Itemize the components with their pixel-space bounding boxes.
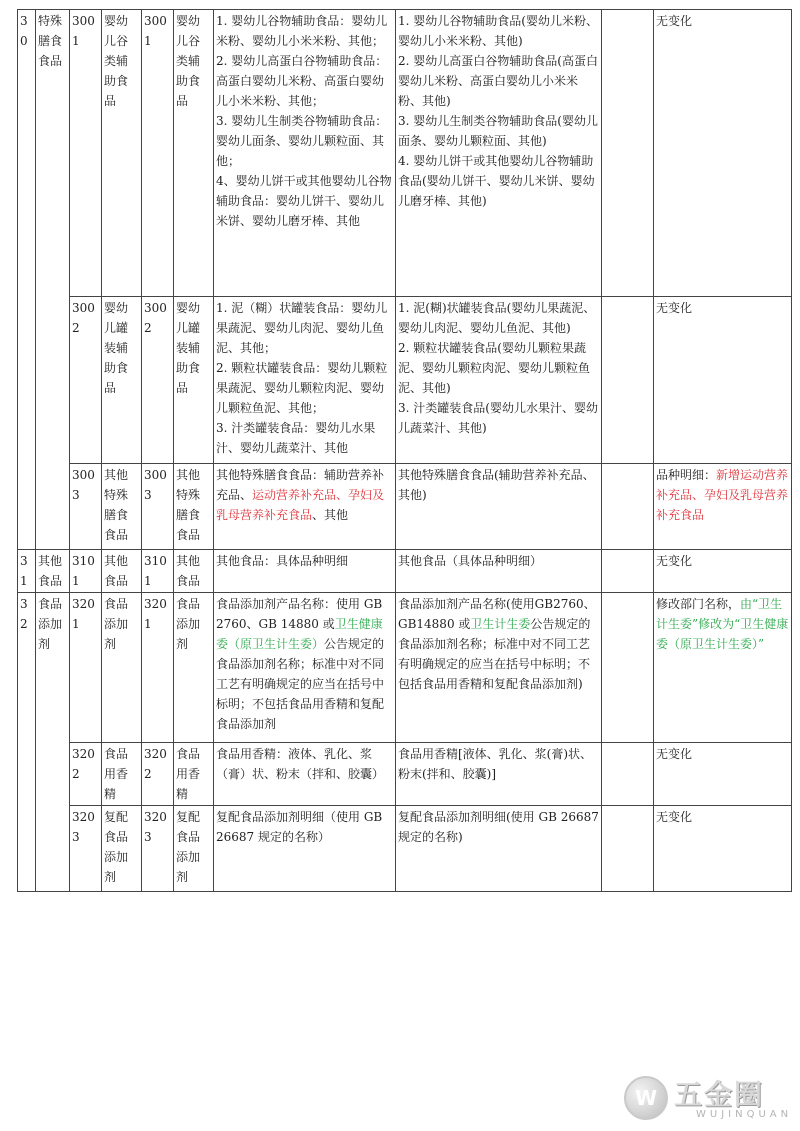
subcategory-code-new: 3202 xyxy=(142,743,174,806)
table-row xyxy=(18,10,792,297)
watermark-subtitle: WUJINQUAN xyxy=(696,1109,793,1120)
watermark-logo-icon xyxy=(624,1076,668,1120)
subcategory-name-new: 其他特殊膳食食品 xyxy=(174,464,214,550)
subcategory-code-new: 3002 xyxy=(142,297,174,464)
subcategory-code: 3101 xyxy=(70,550,102,593)
new-detail-line: 3. 婴幼儿生制类谷物辅助食品(婴幼儿面条、婴幼儿颗粒面、其他) xyxy=(398,114,598,148)
change-note-prefix: 品种明细： xyxy=(656,468,717,482)
old-detail-suffix: 公告规定的食品添加剂名称；标准中对不同工艺有明确规定的应当在括号中标明；不包括食品用香精和复配食品添加剂 xyxy=(216,637,385,731)
new-detail: 复配食品添加剂明细(使用 GB 26687 规定的名称) xyxy=(396,806,602,892)
site-watermark xyxy=(624,1073,792,1123)
subcategory-code-new: 3203 xyxy=(142,806,174,892)
table-row xyxy=(18,743,792,806)
category-name: 食品添加剂 xyxy=(36,593,70,892)
new-detail: 其他食品（具体品种明细） xyxy=(396,550,602,593)
table-row xyxy=(18,593,792,743)
new-detail: 其他特殊膳食食品(辅助营养补充品、其他) xyxy=(396,464,602,550)
change-note-highlight: 新增运动营养补充品、孕妇及乳母营养补充食品 xyxy=(656,468,789,522)
old-detail-line: 1. 泥（糊）状罐装食品：婴幼儿果蔬泥、婴幼儿肉泥、婴幼儿鱼泥、其他； xyxy=(216,301,388,355)
new-detail xyxy=(396,297,602,464)
old-detail: 复配食品添加剂明细（使用 GB 26687 规定的名称） xyxy=(214,806,396,892)
old-detail-line: 4、婴幼儿饼干或其他婴幼儿谷物辅助食品：婴幼儿饼干、婴幼儿米饼、婴幼儿磨牙棒、其他 xyxy=(216,174,392,228)
old-detail-line: 2. 婴幼儿高蛋白谷物辅助食品：高蛋白婴幼儿米粉、高蛋白婴幼儿小米米粉、其他； xyxy=(216,54,388,108)
new-detail-line: 1. 婴幼儿谷物辅助食品(婴幼儿米粉、婴幼儿小米米粉、其他) xyxy=(398,14,598,48)
watermark-name: 五金圈 xyxy=(674,1078,765,1111)
empty-cell xyxy=(602,297,654,464)
subcategory-name-new: 食品添加剂 xyxy=(174,593,214,743)
subcategory-name: 婴幼儿谷类辅助食品 xyxy=(102,10,142,297)
subcategory-name: 食品用香精 xyxy=(102,743,142,806)
change-note: 无变化 xyxy=(654,297,792,464)
category-no: 31 xyxy=(18,550,36,593)
category-no: 30 xyxy=(18,10,36,550)
subcategory-name-new: 其他食品 xyxy=(174,550,214,593)
change-note: 无变化 xyxy=(654,806,792,892)
old-detail xyxy=(214,593,396,743)
subcategory-name: 复配食品添加剂 xyxy=(102,806,142,892)
subcategory-code: 3002 xyxy=(70,297,102,464)
old-detail-line: 1. 婴幼儿谷物辅助食品：婴幼儿米粉、婴幼儿小米米粉、其他； xyxy=(216,14,388,48)
change-note-highlight: 由“卫生计生委”修改为“卫生健康委（原卫生计生委）” xyxy=(656,597,789,651)
subcategory-name: 其他特殊膳食食品 xyxy=(102,464,142,550)
table-row xyxy=(18,806,792,892)
old-detail-line: 3. 汁类罐装食品：婴幼儿水果汁、婴幼儿蔬菜汁、其他 xyxy=(216,421,376,455)
subcategory-code: 3003 xyxy=(70,464,102,550)
old-detail xyxy=(214,464,396,550)
subcategory-code: 3201 xyxy=(70,593,102,743)
new-detail-line: 4. 婴幼儿饼干或其他婴幼儿谷物辅助食品(婴幼儿饼干、婴幼儿米饼、婴幼儿磨牙棒、其他) xyxy=(398,154,595,208)
new-detail-line: 3. 汁类罐装食品(婴幼儿水果汁、婴幼儿蔬菜汁、其他) xyxy=(398,401,598,435)
subcategory-name: 食品添加剂 xyxy=(102,593,142,743)
department-name-highlight: 卫生健康委（原卫生计生委） xyxy=(216,617,383,651)
subcategory-code: 3001 xyxy=(70,10,102,297)
empty-cell xyxy=(602,550,654,593)
change-note xyxy=(654,593,792,743)
new-detail-text: 食品添加剂产品名称(使用GB2760、GB14880 或 xyxy=(398,597,596,631)
new-detail: 食品用香精[液体、乳化、浆(膏)状、粉末(拌和、胶囊)] xyxy=(396,743,602,806)
old-detail: 其他食品：具体品种明细 xyxy=(214,550,396,593)
change-note-prefix: 修改部门名称， xyxy=(656,597,741,611)
subcategory-code: 3203 xyxy=(70,806,102,892)
category-name: 特殊膳食食品 xyxy=(36,10,70,550)
subcategory-name: 其他食品 xyxy=(102,550,142,593)
table-row xyxy=(18,297,792,464)
old-detail xyxy=(214,297,396,464)
empty-cell xyxy=(602,10,654,297)
category-name: 其他食品 xyxy=(36,550,70,593)
old-detail-suffix: 、其他 xyxy=(312,508,349,522)
new-detail-line: 2. 婴幼儿高蛋白谷物辅助食品(高蛋白婴幼儿米粉、高蛋白婴幼儿小米米粉、其他) xyxy=(398,54,598,108)
subcategory-code-new: 3101 xyxy=(142,550,174,593)
watermark-logo-letter: W xyxy=(634,1086,658,1110)
subcategory-name-new: 婴幼儿谷类辅助食品 xyxy=(174,10,214,297)
old-detail-line: 3. 婴幼儿生制类谷物辅助食品：婴幼儿面条、婴幼儿颗粒面、其他； xyxy=(216,114,388,168)
subcategory-name: 婴幼儿罐装辅助食品 xyxy=(102,297,142,464)
change-note: 无变化 xyxy=(654,743,792,806)
subcategory-code-new: 3003 xyxy=(142,464,174,550)
new-detail-line: 1. 泥(糊)状罐装食品(婴幼儿果蔬泥、婴幼儿肉泥、婴幼儿鱼泥、其他) xyxy=(398,301,596,335)
change-note: 无变化 xyxy=(654,10,792,297)
old-detail-text: 其他特殊膳食食品：辅助营养补充品、 xyxy=(216,468,385,502)
department-name-highlight: 卫生计生委 xyxy=(470,617,531,631)
subcategory-name-new: 婴幼儿罐装辅助食品 xyxy=(174,297,214,464)
category-no: 32 xyxy=(18,593,36,892)
new-detail xyxy=(396,593,602,743)
empty-cell xyxy=(602,593,654,743)
added-items-highlight: 运动营养补充品、孕妇及乳母营养补充食品 xyxy=(216,488,385,522)
empty-cell xyxy=(602,806,654,892)
subcategory-name-new: 食品用香精 xyxy=(174,743,214,806)
food-category-comparison-table xyxy=(17,9,792,892)
table-row xyxy=(18,464,792,550)
subcategory-name-new: 复配食品添加剂 xyxy=(174,806,214,892)
change-note xyxy=(654,464,792,550)
subcategory-code: 3202 xyxy=(70,743,102,806)
old-detail-line: 2. 颗粒状罐装食品：婴幼儿颗粒果蔬泥、婴幼儿颗粒肉泥、婴幼儿颗粒鱼泥、其他； xyxy=(216,361,388,415)
old-detail: 食品用香精：液体、乳化、浆（膏）状、粉末（拌和、胶囊） xyxy=(214,743,396,806)
empty-cell xyxy=(602,743,654,806)
new-detail xyxy=(396,10,602,297)
empty-cell xyxy=(602,464,654,550)
new-detail-line: 2. 颗粒状罐装食品(婴幼儿颗粒果蔬泥、婴幼儿颗粒肉泥、婴幼儿颗粒鱼泥、其他) xyxy=(398,341,591,395)
old-detail-text: 食品添加剂产品名称：使用 GB 2760、GB 14880 或 xyxy=(216,597,383,631)
change-note: 无变化 xyxy=(654,550,792,593)
table-row xyxy=(18,550,792,593)
new-detail-suffix: 公告规定的食品添加剂名称；标准中对不同工艺有明确规定的应当在括号中标明；不包括食品用香精和复配食品添加剂) xyxy=(398,617,591,691)
subcategory-code-new: 3001 xyxy=(142,10,174,297)
old-detail xyxy=(214,10,396,297)
subcategory-code-new: 3201 xyxy=(142,593,174,743)
